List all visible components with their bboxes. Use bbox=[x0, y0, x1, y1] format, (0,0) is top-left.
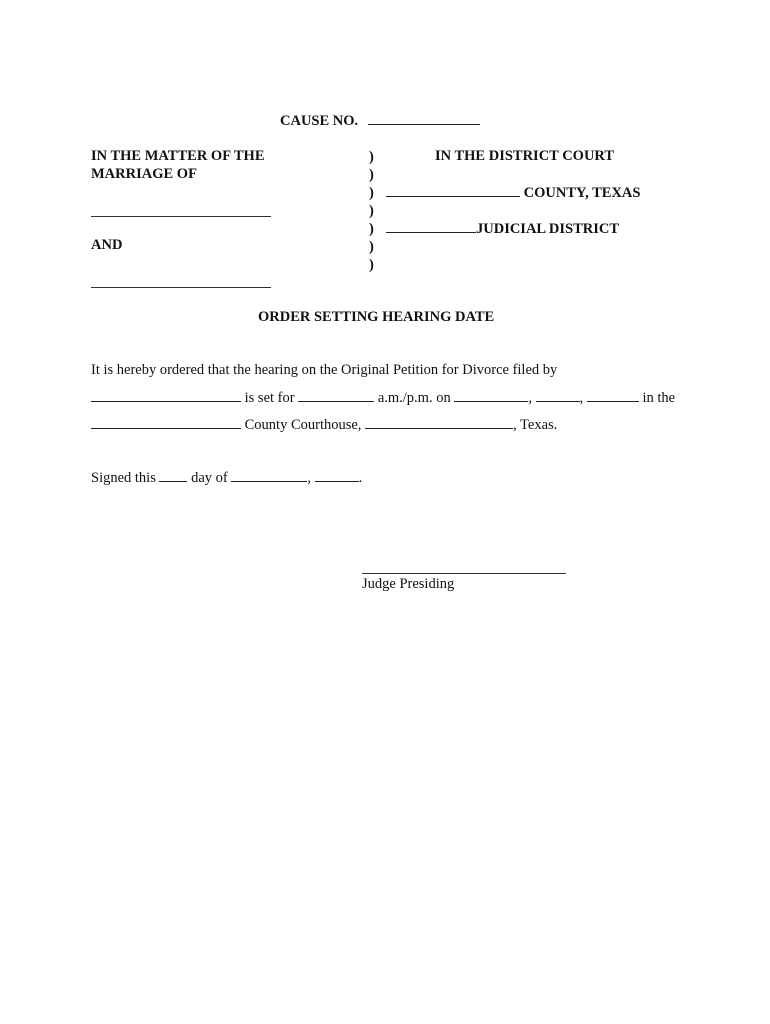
caption-left-line1: IN THE MATTER OF THE bbox=[91, 148, 265, 164]
county-courthouse-text: County Courthouse, bbox=[244, 417, 362, 433]
order-courthouse-line bbox=[91, 416, 557, 434]
order-hearing-line bbox=[91, 389, 675, 407]
caption-court: IN THE DISTRICT COURT bbox=[435, 148, 615, 164]
signed-day-blank[interactable] bbox=[159, 469, 187, 482]
day-of-text: day of bbox=[191, 470, 228, 486]
cause-number-blank[interactable] bbox=[368, 112, 480, 125]
caption-paren: ) bbox=[369, 149, 374, 165]
caption-paren: ) bbox=[369, 185, 374, 201]
hearing-month-blank[interactable] bbox=[454, 389, 528, 402]
order-title: ORDER SETTING HEARING DATE bbox=[258, 309, 495, 325]
is-set-for-text: is set for bbox=[244, 390, 295, 406]
caption-left-line2: MARRIAGE OF bbox=[91, 166, 197, 182]
order-intro-sentence: It is hereby ordered that the hearing on the Original Petition for Divorce filed by bbox=[91, 362, 558, 378]
hearing-day-blank[interactable] bbox=[536, 389, 580, 402]
comma-text: , bbox=[528, 390, 532, 406]
in-the-text: in the bbox=[642, 390, 676, 406]
comma-text: , bbox=[579, 390, 584, 406]
ampm-on-text: a.m./p.m. on bbox=[377, 390, 451, 406]
signed-month-blank[interactable] bbox=[231, 469, 307, 482]
signed-year-blank[interactable] bbox=[315, 469, 359, 482]
courthouse-city-blank[interactable] bbox=[365, 416, 513, 429]
caption-paren: ) bbox=[369, 239, 374, 255]
filed-by-name-blank[interactable] bbox=[91, 389, 241, 402]
period-text: . bbox=[358, 470, 363, 486]
cause-number-label: CAUSE NO. bbox=[280, 113, 359, 129]
cause-number-line bbox=[280, 112, 480, 130]
caption-and-label: AND bbox=[91, 237, 123, 253]
judge-signature-blank[interactable] bbox=[362, 573, 566, 574]
hearing-time-blank[interactable] bbox=[298, 389, 374, 402]
respondent-name-blank[interactable] bbox=[91, 287, 271, 288]
judge-presiding-label: Judge Presiding bbox=[362, 576, 455, 592]
caption-county-line bbox=[386, 184, 640, 202]
comma-text: , bbox=[307, 470, 311, 486]
caption-paren: ) bbox=[369, 167, 374, 183]
caption-paren: ) bbox=[369, 257, 374, 273]
caption-district-line bbox=[386, 220, 619, 238]
caption-district-label: JUDICIAL DISTRICT bbox=[476, 221, 620, 237]
caption-county-label: COUNTY, TEXAS bbox=[523, 185, 641, 201]
petitioner-name-blank[interactable] bbox=[91, 216, 271, 217]
signed-this-text: Signed this bbox=[91, 470, 156, 486]
caption-paren: ) bbox=[369, 203, 374, 219]
texas-text: , Texas. bbox=[513, 417, 558, 433]
signed-line bbox=[91, 469, 362, 487]
county-blank[interactable] bbox=[386, 184, 520, 197]
courthouse-county-blank[interactable] bbox=[91, 416, 241, 429]
caption-paren: ) bbox=[369, 221, 374, 237]
hearing-year-blank[interactable] bbox=[587, 389, 639, 402]
district-number-blank[interactable] bbox=[386, 220, 476, 233]
